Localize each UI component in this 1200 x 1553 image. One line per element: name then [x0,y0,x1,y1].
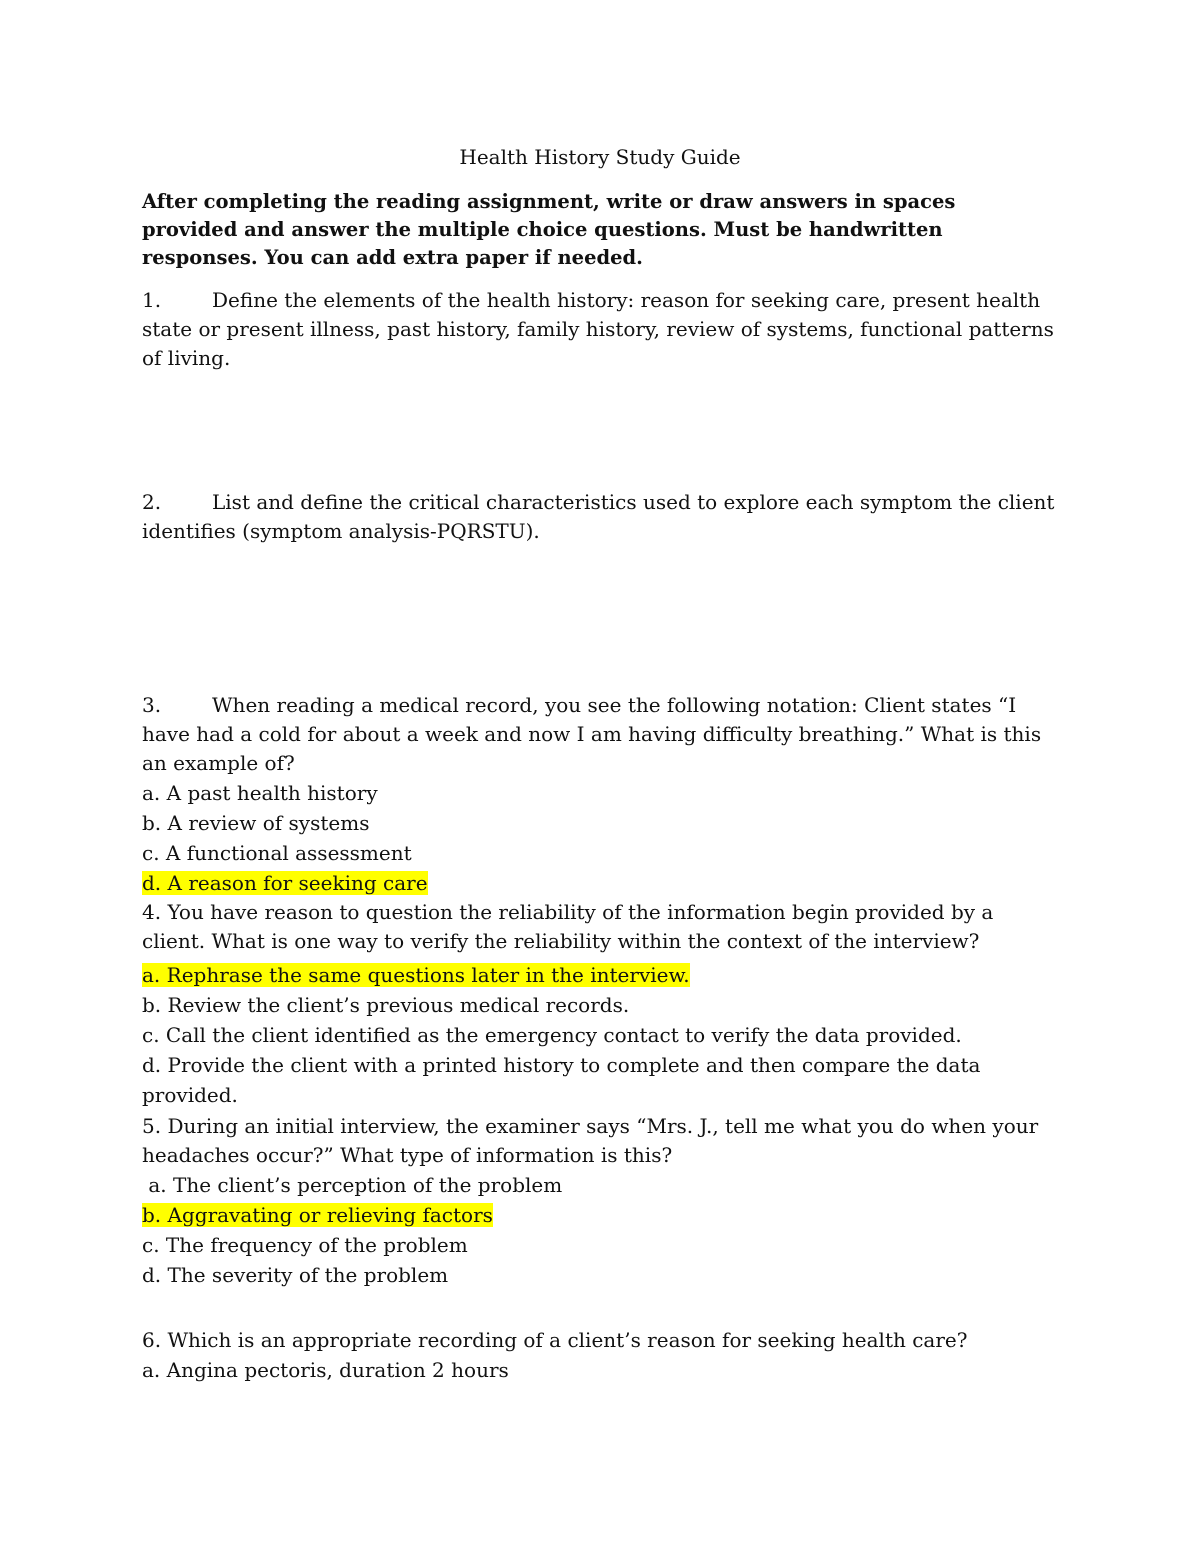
page-title: Health History Study Guide [459,145,741,169]
option-a: a. A past health history [142,781,378,805]
option-c: c. Call the client identified as the emergency contact to verify the data provided. [142,1023,962,1047]
option-d-highlighted: d. A reason for seeking care [142,871,428,895]
option-b-highlighted: b. Aggravating or relieving factors [142,1203,493,1227]
question-number: 3. [142,693,162,717]
question-2 [142,488,1062,546]
option-d: d. Provide the client with a printed history to complete and then compare the data provided. [142,1053,981,1107]
question-1 [142,286,1062,373]
question-number: 1. [142,288,162,312]
question-3 [142,691,1062,898]
question-5 [142,1112,1062,1290]
instructions: After completing the reading assignment, write or draw answers in spaces provided and answer the multiple choice questions. Must be handwritten responses. You can add extra paper if needed. [142,190,956,269]
option-a-highlighted: a. Rephrase the same questions later in the interview. [142,963,690,987]
option-b: b. A review of systems [142,811,370,835]
question-number: 2. [142,490,162,514]
option-c: c. A functional assessment [142,841,412,865]
question-4 [142,898,1062,1110]
question-text: 4. You have reason to question the reliability of the information begin provided by a client. What is one way to verify the reliability within the context of the interview? [142,900,994,953]
question-text: When reading a medical record, you see the following notation: Client states “I have had a cold for about a week and now I am having difficulty breathing.” What is this an example of? [142,693,1042,775]
question-text: 5. During an initial interview, the examiner says “Mrs. J., tell me what you do when your headaches occur?” What type of information is this? [142,1114,1039,1167]
option-d: d. The severity of the problem [142,1263,449,1287]
question-text: 6. Which is an appropriate recording of a client’s reason for seeking health care? [142,1328,968,1352]
option-c: c. The frequency of the problem [142,1233,468,1257]
option-a: a. The client’s perception of the problem [142,1173,563,1197]
question-text: Define the elements of the health history: reason for seeking care, present health state or present illness, past history, family history, review of systems, functional patterns of living. [142,288,1054,370]
option-b: b. Review the client’s previous medical records. [142,993,630,1017]
question-6 [142,1326,1062,1385]
question-text: List and define the critical characteristics used to explore each symptom the client identifies (symptom analysis-PQRSTU). [142,490,1055,543]
option-a: a. Angina pectoris, duration 2 hours [142,1358,509,1382]
